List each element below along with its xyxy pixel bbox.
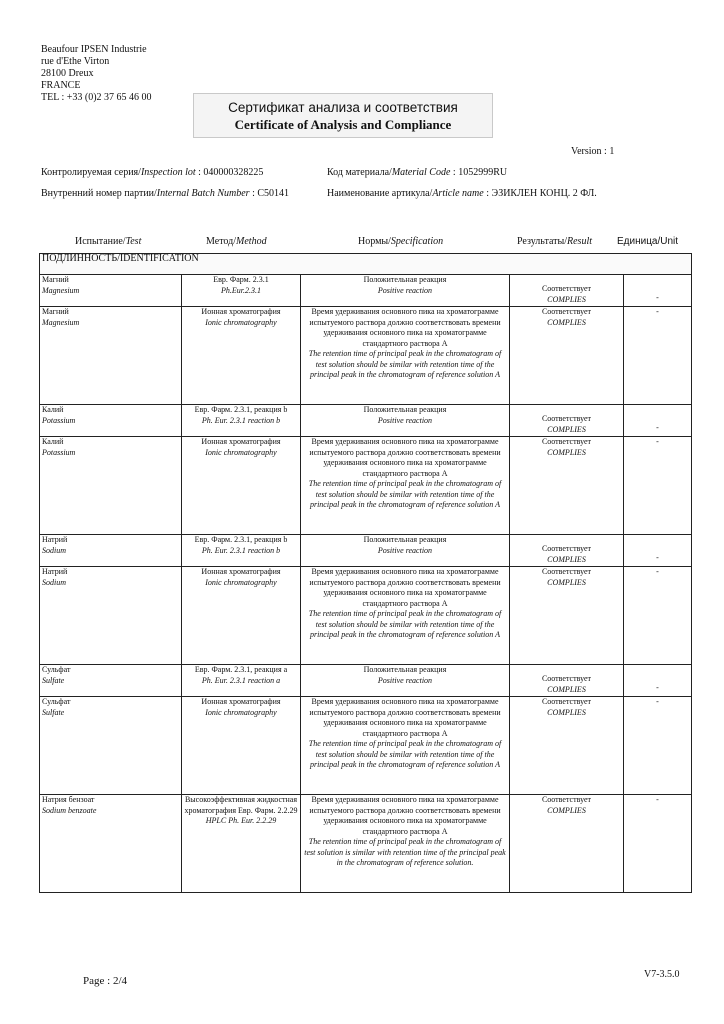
unit-value: - xyxy=(656,292,659,302)
spec-cell xyxy=(301,307,510,405)
table-row xyxy=(40,795,692,893)
spec-ru: Положительная реакция xyxy=(363,405,447,414)
unit-value: - xyxy=(656,567,659,576)
table-row xyxy=(40,307,692,405)
method-cell xyxy=(182,795,301,893)
test-cell xyxy=(40,437,182,535)
header-spec xyxy=(358,236,443,247)
spec-cell xyxy=(301,535,510,567)
test-cell xyxy=(40,405,182,437)
spec-ru: Время удерживания основного пика на хроматограмме испытуемого раствора должно соответствовать времени удерживания основного пика на хроматограмме стандартного раствора А xyxy=(309,437,501,478)
spec-en: The retention time of principal peak in the chromatogram of test solution should be similar with retention time of the principal peak in the chromatogram of reference solution A xyxy=(308,479,502,509)
unit-cell xyxy=(624,697,692,795)
document-version-code: V7-3.5.0 xyxy=(644,969,680,980)
result-cell xyxy=(510,697,624,795)
method-en: HPLC Ph. Eur. 2.2.29 xyxy=(205,816,277,825)
company-phone: TEL : +33 (0)2 37 65 46 00 xyxy=(41,92,152,103)
method-cell xyxy=(182,665,301,697)
test-name-en: Potassium xyxy=(42,447,76,457)
result-en: COMPLIES xyxy=(547,707,586,717)
spec-cell xyxy=(301,567,510,665)
table-row xyxy=(40,665,692,697)
result-ru: Соответствует xyxy=(541,544,592,553)
method-ru: Ионная хроматография xyxy=(201,567,281,576)
header-spec-ru: Нормы/ xyxy=(358,236,391,247)
test-name-en: Sodium benzoate xyxy=(42,805,97,815)
method-cell xyxy=(182,437,301,535)
result-ru: Соответствует xyxy=(541,437,592,446)
spec-cell xyxy=(301,437,510,535)
header-unit: Единица/Unit xyxy=(617,236,679,247)
method-en: Ionic chromatography xyxy=(205,707,277,717)
method-cell xyxy=(182,567,301,665)
test-cell xyxy=(40,567,182,665)
method-cell xyxy=(182,697,301,795)
test-cell xyxy=(40,535,182,567)
method-ru: Евр. Фарм. 2.3.1, реакция b xyxy=(194,405,288,414)
section-row xyxy=(40,254,692,275)
result-ru: Соответствует xyxy=(541,284,592,293)
spec-en: Positive reaction xyxy=(377,285,433,295)
spec-cell xyxy=(301,697,510,795)
table-row xyxy=(40,405,692,437)
method-en: Ph.Eur.2.3.1 xyxy=(221,285,261,295)
test-cell xyxy=(40,697,182,795)
result-cell xyxy=(510,405,624,437)
result-en: COMPLIES xyxy=(547,805,586,815)
method-en: Ionic chromatography xyxy=(205,577,277,587)
method-ru: Евр. Фарм. 2.3.1 xyxy=(213,275,269,284)
company-address xyxy=(41,44,152,104)
batch-label-en: Internal Batch Number xyxy=(156,188,250,199)
inspection-lot-label-en: Inspection lot xyxy=(140,167,196,178)
method-ru: Евр. Фарм. 2.3.1, реакция a xyxy=(194,665,288,674)
test-name-ru: Натрия бензоат xyxy=(42,795,95,804)
spec-en: Positive reaction xyxy=(377,675,433,685)
spec-en: Positive reaction xyxy=(377,415,433,425)
test-name-en: Sulfate xyxy=(42,675,65,685)
unit-cell xyxy=(624,307,692,405)
version-label: Version : 1 xyxy=(571,146,615,157)
internal-batch xyxy=(41,188,289,199)
company-city: 28100 Dreux xyxy=(41,68,94,79)
test-name-ru: Калий xyxy=(42,405,64,414)
title-en: Certificate of Analysis and Compliance xyxy=(234,117,452,132)
test-name-ru: Натрий xyxy=(42,567,68,576)
result-en: COMPLIES xyxy=(547,684,586,694)
results-table xyxy=(39,253,692,893)
result-en: COMPLIES xyxy=(547,424,586,434)
result-ru: Соответствует xyxy=(541,674,592,683)
article-name xyxy=(327,188,597,199)
spec-ru: Положительная реакция xyxy=(363,275,447,284)
test-name-ru: Сульфат xyxy=(42,665,71,674)
method-en: Ph. Eur. 2.3.1 reaction b xyxy=(201,415,281,425)
article-label-ru: Наименование артикула/ xyxy=(327,188,433,199)
header-method xyxy=(206,236,267,247)
method-en: Ph. Eur. 2.3.1 reaction a xyxy=(201,675,281,685)
result-ru: Соответствует xyxy=(541,414,592,423)
inspection-lot-label-ru: Контролируемая серия/ xyxy=(41,167,141,178)
spec-en: The retention time of principal peak in the chromatogram of test solution should be similar with retention time of the principal peak in the chromatogram of reference solution A xyxy=(308,739,502,769)
test-cell xyxy=(40,665,182,697)
spec-cell xyxy=(301,665,510,697)
table-row xyxy=(40,275,692,307)
header-result xyxy=(517,236,592,247)
title-ru: Сертификат анализа и соответствия xyxy=(228,100,458,115)
unit-value: - xyxy=(656,307,659,316)
unit-cell xyxy=(624,535,692,567)
unit-value: - xyxy=(656,697,659,706)
spec-cell xyxy=(301,275,510,307)
header-spec-en: Specification xyxy=(390,236,444,247)
unit-cell xyxy=(624,437,692,535)
result-cell xyxy=(510,567,624,665)
test-name-ru: Магний xyxy=(42,275,69,284)
certificate-title xyxy=(193,93,493,138)
result-ru: Соответствует xyxy=(541,697,592,706)
test-name-en: Sodium xyxy=(42,577,66,587)
test-cell xyxy=(40,275,182,307)
spec-ru: Время удерживания основного пика на хроматограмме испытуемого раствора должно соответствовать времени удерживания основного пика на хроматограмме стандартного раствора А xyxy=(309,567,501,608)
test-cell xyxy=(40,795,182,893)
method-cell xyxy=(182,307,301,405)
company-street: rue d'Ethe Virton xyxy=(41,56,110,67)
result-ru: Соответствует xyxy=(541,795,592,804)
spec-cell xyxy=(301,405,510,437)
material-label-en: Material Code xyxy=(391,167,451,178)
spec-en: The retention time of principal peak in the chromatogram of test solution is similar with retention time of the principal peak in the chromatogram of reference solution. xyxy=(304,837,506,867)
unit-value: - xyxy=(656,682,659,692)
table-row xyxy=(40,535,692,567)
spec-ru: Положительная реакция xyxy=(363,665,447,674)
test-cell xyxy=(40,307,182,405)
result-ru: Соответствует xyxy=(541,307,592,316)
method-cell xyxy=(182,535,301,567)
method-en: Ionic chromatography xyxy=(205,317,277,327)
inspection-lot xyxy=(41,167,263,178)
inspection-lot-value: : 040000328225 xyxy=(198,167,264,178)
test-name-ru: Магний xyxy=(42,307,69,316)
result-cell xyxy=(510,275,624,307)
header-test xyxy=(75,236,141,247)
spec-en: The retention time of principal peak in the chromatogram of test solution should be similar with retention time of the principal peak in the chromatogram of reference solution A xyxy=(308,349,502,379)
test-name-en: Potassium xyxy=(42,415,76,425)
article-value: : ЭЗИКЛЕН КОНЦ. 2 ФЛ. xyxy=(486,188,597,199)
unit-value: - xyxy=(656,422,659,432)
spec-cell xyxy=(301,795,510,893)
result-cell xyxy=(510,795,624,893)
result-ru: Соответствует xyxy=(541,567,592,576)
result-en: COMPLIES xyxy=(547,317,586,327)
method-cell xyxy=(182,405,301,437)
test-name-en: Sulfate xyxy=(42,707,65,717)
spec-ru: Время удерживания основного пика на хроматограмме испытуемого раствора должно соответствовать времени удерживания основного пика на хроматограмме стандартного раствора А xyxy=(309,697,501,738)
header-method-ru: Метод/ xyxy=(206,236,237,247)
unit-value: - xyxy=(656,795,659,804)
table-row xyxy=(40,567,692,665)
method-ru: Ионная хроматография xyxy=(201,697,281,706)
unit-cell xyxy=(624,405,692,437)
table-row xyxy=(40,437,692,535)
header-method-en: Method xyxy=(236,236,267,247)
test-name-ru: Сульфат xyxy=(42,697,71,706)
header-test-en: Test xyxy=(125,236,142,247)
unit-value: - xyxy=(656,437,659,446)
result-en: COMPLIES xyxy=(547,447,586,457)
method-ru: Высокоэффективная жидкостная хроматография Евр. Фарм. 2.2.29 xyxy=(184,795,298,815)
result-en: COMPLIES xyxy=(547,294,586,304)
section-title: ПОДЛИННОСТЬ/IDENTIFICATION xyxy=(40,254,692,275)
header-result-en: Result xyxy=(567,236,592,247)
spec-ru: Положительная реакция xyxy=(363,535,447,544)
spec-en: Positive reaction xyxy=(377,545,433,555)
result-cell xyxy=(510,665,624,697)
method-en: Ph. Eur. 2.3.1 reaction b xyxy=(201,545,281,555)
method-ru: Евр. Фарм. 2.3.1, реакция b xyxy=(194,535,288,544)
material-label-ru: Код материала/ xyxy=(327,167,392,178)
method-ru: Ионная хроматография xyxy=(201,307,281,316)
method-ru: Ионная хроматография xyxy=(201,437,281,446)
unit-cell xyxy=(624,665,692,697)
method-cell xyxy=(182,275,301,307)
result-cell xyxy=(510,437,624,535)
spec-en: The retention time of principal peak in the chromatogram of test solution should be similar with retention time of the principal peak in the chromatogram of reference solution A xyxy=(308,609,502,639)
result-cell xyxy=(510,307,624,405)
unit-cell xyxy=(624,275,692,307)
company-country: FRANCE xyxy=(41,80,81,91)
test-name-ru: Натрий xyxy=(42,535,68,544)
test-name-en: Magnesium xyxy=(42,317,80,327)
page-number: Page : 2/4 xyxy=(83,975,127,987)
batch-label-ru: Внутренний номер партии/ xyxy=(41,188,157,199)
company-name: Beaufour IPSEN Industrie xyxy=(41,44,147,55)
test-name-en: Magnesium xyxy=(42,285,80,295)
spec-ru: Время удерживания основного пика на хроматограмме испытуемого раствора должно соответствовать времени удерживания основного пика на хроматограмме стандартного раствора А xyxy=(309,307,501,348)
result-en: COMPLIES xyxy=(547,554,586,564)
result-cell xyxy=(510,535,624,567)
unit-value: - xyxy=(656,552,659,562)
material-code xyxy=(327,167,507,178)
batch-value: : C50141 xyxy=(252,188,290,199)
header-result-ru: Результаты/ xyxy=(517,236,567,247)
material-value: : 1052999RU xyxy=(452,167,508,178)
header-test-ru: Испытание/ xyxy=(75,236,126,247)
table-row xyxy=(40,697,692,795)
test-name-ru: Калий xyxy=(42,437,64,446)
test-name-en: Sodium xyxy=(42,545,66,555)
unit-cell xyxy=(624,567,692,665)
method-en: Ionic chromatography xyxy=(205,447,277,457)
result-en: COMPLIES xyxy=(547,577,586,587)
spec-ru: Время удерживания основного пика на хроматограмме испытуемого раствора должно соответствовать времени удерживания основного пика на хроматограмме стандартного раствора А xyxy=(309,795,501,836)
article-label-en: Article name xyxy=(432,188,484,199)
unit-cell xyxy=(624,795,692,893)
